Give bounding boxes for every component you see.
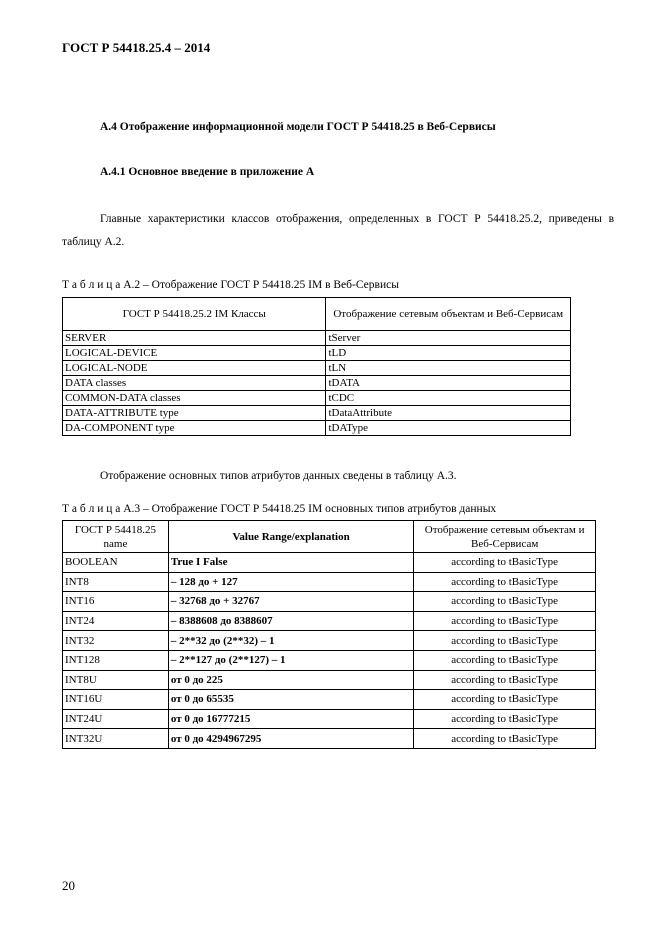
table-cell: according to tBasicType xyxy=(414,670,596,690)
table-cell: от 0 до 225 xyxy=(168,670,414,690)
table-cell: от 0 до 4294967295 xyxy=(168,729,414,749)
table-cell: according to tBasicType xyxy=(414,611,596,631)
table-row xyxy=(63,376,571,391)
paragraph-types: Отображение основных типов атрибутов данных сведены в таблицу А.3. xyxy=(100,470,457,482)
table-row xyxy=(63,553,596,573)
paragraph-intro: Главные характеристики классов отображения, определенных в ГОСТ Р 54418.25.2, приведены в таблицу А.2. xyxy=(62,213,614,248)
table-cell: INT32 xyxy=(63,631,169,651)
table-cell: BOOLEAN xyxy=(63,553,169,573)
table-cell: tDataAttribute xyxy=(326,406,571,421)
table-cell: according to tBasicType xyxy=(414,709,596,729)
table-row xyxy=(63,670,596,690)
table-cell: tDATA xyxy=(326,376,571,391)
table-cell: DATA classes xyxy=(63,376,326,391)
page-number: 20 xyxy=(62,878,75,893)
table-cell: True I False xyxy=(168,553,414,573)
table-cell: INT24 xyxy=(63,611,169,631)
table-row xyxy=(63,709,596,729)
subsection-title: А.4.1 Основное введение в приложение А xyxy=(100,166,315,178)
table-a3-caption: Т а б л и ц а А.3 – Отображение ГОСТ Р 54418.25 IM основных типов атрибутов данных xyxy=(62,503,497,515)
table-cell: COMMON-DATA classes xyxy=(63,391,326,406)
table-a3-header-mapping: Отображение сетевым объектам и Веб-Сервисам xyxy=(414,521,596,553)
table-a2 xyxy=(62,297,571,436)
table-row xyxy=(63,690,596,710)
table-row xyxy=(63,331,571,346)
table-cell: LOGICAL-NODE xyxy=(63,361,326,376)
table-cell: INT16 xyxy=(63,592,169,612)
table-cell: tServer xyxy=(326,331,571,346)
table-cell: according to tBasicType xyxy=(414,650,596,670)
table-cell: INT16U xyxy=(63,690,169,710)
table-cell: according to tBasicType xyxy=(414,690,596,710)
table-cell: according to tBasicType xyxy=(414,592,596,612)
document-header: ГОСТ Р 54418.25.4 – 2014 xyxy=(62,40,211,55)
table-row xyxy=(63,650,596,670)
table-row xyxy=(63,346,571,361)
table-cell: tDAType xyxy=(326,421,571,436)
table-cell: tLN xyxy=(326,361,571,376)
table-cell: according to tBasicType xyxy=(414,631,596,651)
table-a2-caption: Т а б л и ц а А.2 – Отображение ГОСТ Р 54418.25 IM в Веб-Сервисы xyxy=(62,279,399,291)
table-row xyxy=(63,361,571,376)
table-cell: DA-COMPONENT type xyxy=(63,421,326,436)
table-cell: according to tBasicType xyxy=(414,729,596,749)
table-cell: от 0 до 65535 xyxy=(168,690,414,710)
table-cell: INT24U xyxy=(63,709,169,729)
table-row xyxy=(63,391,571,406)
table-cell: от 0 до 16777215 xyxy=(168,709,414,729)
table-cell: INT8U xyxy=(63,670,169,690)
section-title: А.4 Отображение информационной модели ГОСТ Р 54418.25 в Веб-Сервисы xyxy=(100,121,496,133)
table-row xyxy=(63,572,596,592)
table-cell: – 32768 до + 32767 xyxy=(168,592,414,612)
table-row xyxy=(63,592,596,612)
table-cell: DATA-ATTRIBUTE type xyxy=(63,406,326,421)
table-cell: INT32U xyxy=(63,729,169,749)
table-a3 xyxy=(62,520,596,749)
table-cell: according to tBasicType xyxy=(414,553,596,573)
table-a3-header-name: ГОСТ Р 54418.25 name xyxy=(63,521,169,553)
table-row xyxy=(63,421,571,436)
table-row xyxy=(63,631,596,651)
table-cell: – 2**32 до (2**32) – 1 xyxy=(168,631,414,651)
table-a3-header-range: Value Range/explanation xyxy=(168,521,414,553)
table-cell: – 128 до + 127 xyxy=(168,572,414,592)
table-cell: according to tBasicType xyxy=(414,572,596,592)
table-row xyxy=(63,611,596,631)
table-cell: tLD xyxy=(326,346,571,361)
table-cell: SERVER xyxy=(63,331,326,346)
table-row xyxy=(63,406,571,421)
table-cell: LOGICAL-DEVICE xyxy=(63,346,326,361)
table-row xyxy=(63,729,596,749)
table-a2-header-class: ГОСТ Р 54418.25.2 IM Классы xyxy=(63,298,326,331)
table-cell: – 8388608 до 8388607 xyxy=(168,611,414,631)
table-a2-header-mapping: Отображение сетевым объектам и Веб-Сервисам xyxy=(326,298,571,331)
table-cell: INT128 xyxy=(63,650,169,670)
table-cell: tCDC xyxy=(326,391,571,406)
table-cell: INT8 xyxy=(63,572,169,592)
table-cell: – 2**127 до (2**127) – 1 xyxy=(168,650,414,670)
